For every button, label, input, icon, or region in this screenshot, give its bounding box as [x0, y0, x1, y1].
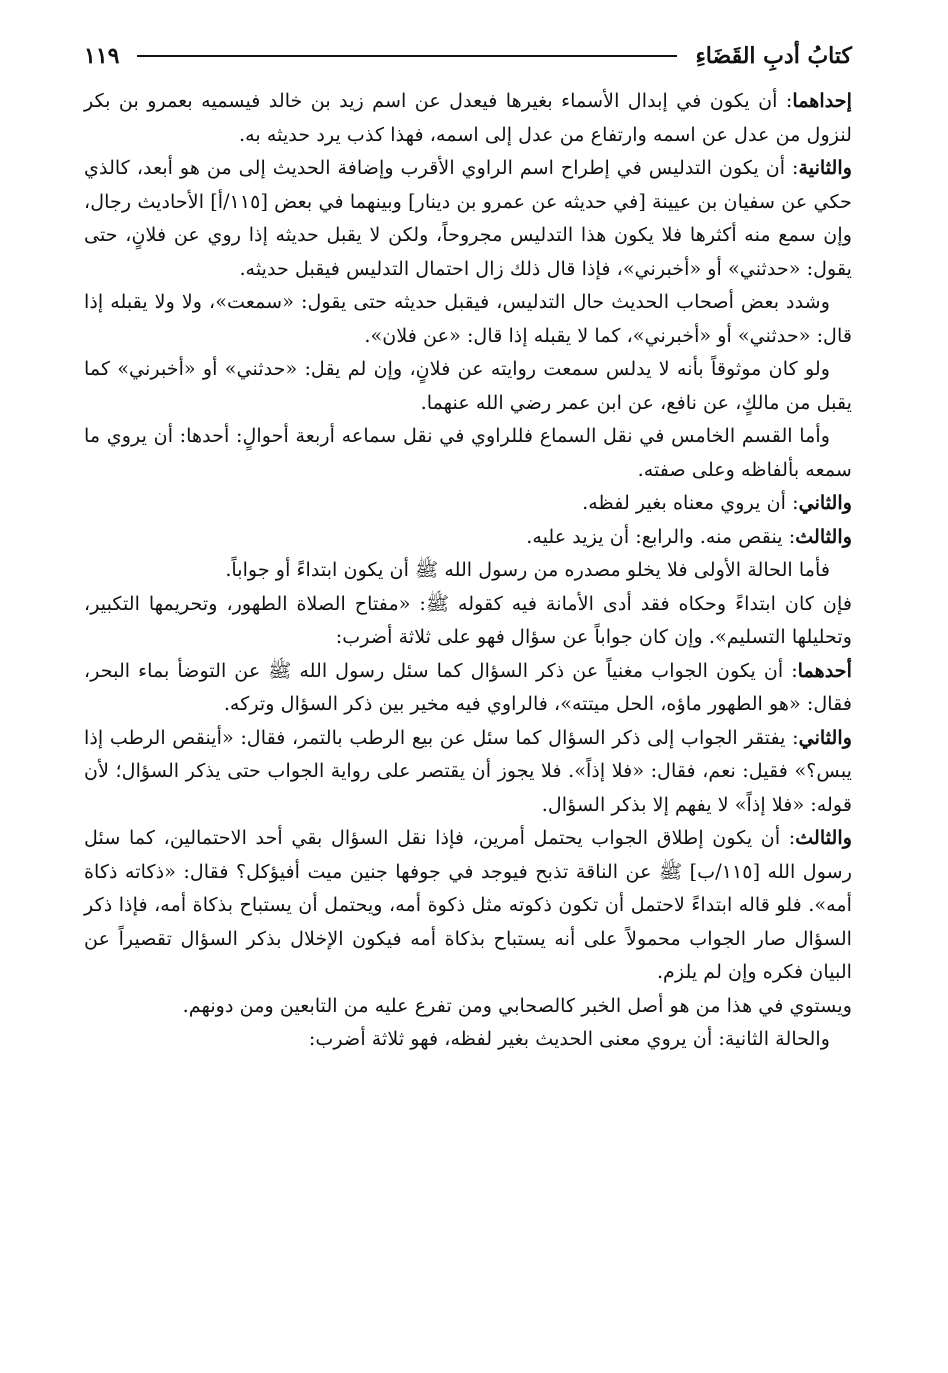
paragraph-text: وأما القسم الخامس في نقل السماع فللراوي في نقل سماعه أربعة أحوالٍ: أحدها: أن يروي ما سمعه بألفاظه وعلى صفته.: [84, 424, 852, 481]
running-head: [84, 34, 852, 78]
paragraph: [84, 352, 852, 419]
paragraph-text: ولو كان موثوقاً بأنه لا يدلس سمعت روايته عن فلانٍ، وإن لم يقل: «حدثني» أو «أخبرني» كما يقبل من مالكٍ، عن نافع، عن ابن عمر رضي الله عنهما.: [84, 357, 852, 414]
paragraph: [84, 721, 852, 822]
paragraph-text: : أن يكون في إبدال الأسماء بغيرها فيعدل عن اسم زيد بن خالد فيسميه بعمرو بن بكر لنزول من عدل عن اسمه وارتفاع من عدل إلى اسمه، فهذا كذب يرد حديثه به.: [84, 89, 852, 146]
paragraph-lead: أحدهما: [797, 658, 852, 682]
paragraph-lead: والثاني: [798, 491, 852, 514]
paragraph-text: فإن كان ابتداءً وحكاه فقد أدى الأمانة فيه كقوله ﷺ: «مفتاح الصلاة الطهور، وتحريمها التكبير، وتحليلها التسليم». وإن كان جواباً عن سؤال فهو على ثلاثة أضرب:: [84, 591, 852, 648]
paragraph: [84, 821, 852, 989]
paragraph: [84, 84, 852, 151]
book-title: كتابُ أدبِ القَضَاءِ: [695, 43, 852, 69]
paragraph-lead: والثالث: [795, 826, 852, 849]
paragraph-text: ويستوي في هذا من هو أصل الخبر كالصحابي ومن تفرع عليه من التابعين ومن دونهم.: [182, 993, 852, 1017]
paragraph: [84, 553, 852, 587]
paragraph: [84, 486, 852, 520]
paragraph: [84, 587, 852, 654]
header-rule: [137, 55, 677, 57]
paragraph-lead: والثاني: [798, 725, 852, 749]
paragraph-text: : أن يكون التدليس في إطراح اسم الراوي الأقرب وإضافة الحديث إلى من هو أبعد، كالذي حكي عن سفيان بن عيينة [في حديثه عن عمرو بن دينار] وبينهما في بعض [١١٥/أ] الأحاديث رجال، وإن سمع منه أكثرها فلا يكون هذا التدليس مجروحاً، ولكن لا يقبل حديثه إذا روي عن فلانٍ، حتى يقول: «حدثني» أو «أخبرني»، فإذا قال ذلك زال احتمال التدليس فيقبل حديثه.: [84, 156, 852, 280]
paragraph: [84, 419, 852, 486]
paragraph-text: : أن يروي معناه بغير لفظه.: [582, 491, 799, 514]
paragraph-text: وشدد بعض أصحاب الحديث حال التدليس، فيقبل حديثه حتى يقول: «سمعت»، ولا ولا يقبله إذا قال: «حدثني» أو «أخبرني»، كما لا يقبله إذا قال: «عن فلان».: [84, 290, 852, 347]
page-number: ١١٩: [84, 43, 120, 69]
paragraph-text: : أن يكون إطلاق الجواب يحتمل أمرين، فإذا نقل السؤال بقي أحد الاحتمالين، كما سئل رسول الله [١١٥/ب] ﷺ عن الناقة تذبح فيوجد في جوفها جنين ميت أفيؤكل؟ فقال: «ذكاته ذكاة أمه». فلو قاله ابتداءً لاحتمل أن تكون ذكوته مثل ذكوة أمه، ويحتمل أن يستباح بذكاة أمه، فإذا ذكر السؤال صار الجواب محمولاً على أنه يستباح بذكاة أمه فيكون الإخلال بذكر السؤال تقصيراً عن البيان فكره وإن لم يلزم.: [84, 826, 852, 983]
paragraph: [84, 654, 852, 721]
paragraph-lead: والثانية: [798, 156, 852, 179]
paragraph-text: : أن يكون الجواب مغنياً عن ذكر السؤال كما سئل رسول الله ﷺ عن التوضأ بماء البحر، فقال: «هو الطهور ماؤه، الحل ميتته»، فالراوي فيه مخير بين ذكر السؤال وتركه.: [84, 658, 852, 715]
paragraph-lead: والثالث: [795, 524, 852, 548]
paragraph: [84, 1022, 852, 1056]
paragraph-text: فأما الحالة الأولى فلا يخلو مصدره من رسول الله ﷺ أن يكون ابتداءً أو جواباً.: [225, 558, 830, 581]
paragraph-text: والحالة الثانية: أن يروي معنى الحديث بغير لفظه، فهو ثلاثة أضرب:: [308, 1027, 830, 1050]
paragraph-text: : يفتقر الجواب إلى ذكر السؤال كما سئل عن بيع الرطب بالتمر، فقال: «أينقص الرطب إذا يبس؟» فقيل: نعم، فقال: «فلا إذاً». فلا يجوز أن يقتصر على رواية الجواب حتى يذكر السؤال؛ لأن قوله: «فلا إذاً» لا يفهم إلا بذكر السؤال.: [84, 725, 852, 816]
paragraph: [84, 520, 852, 554]
paragraph-lead: إحداهما: [792, 89, 852, 112]
paragraph: [84, 151, 852, 285]
paragraph-text: : ينقص منه. والرابع: أن يزيد عليه.: [526, 524, 796, 548]
paragraph: [84, 285, 852, 352]
paragraph: [84, 989, 852, 1023]
body-text: [84, 84, 852, 1056]
